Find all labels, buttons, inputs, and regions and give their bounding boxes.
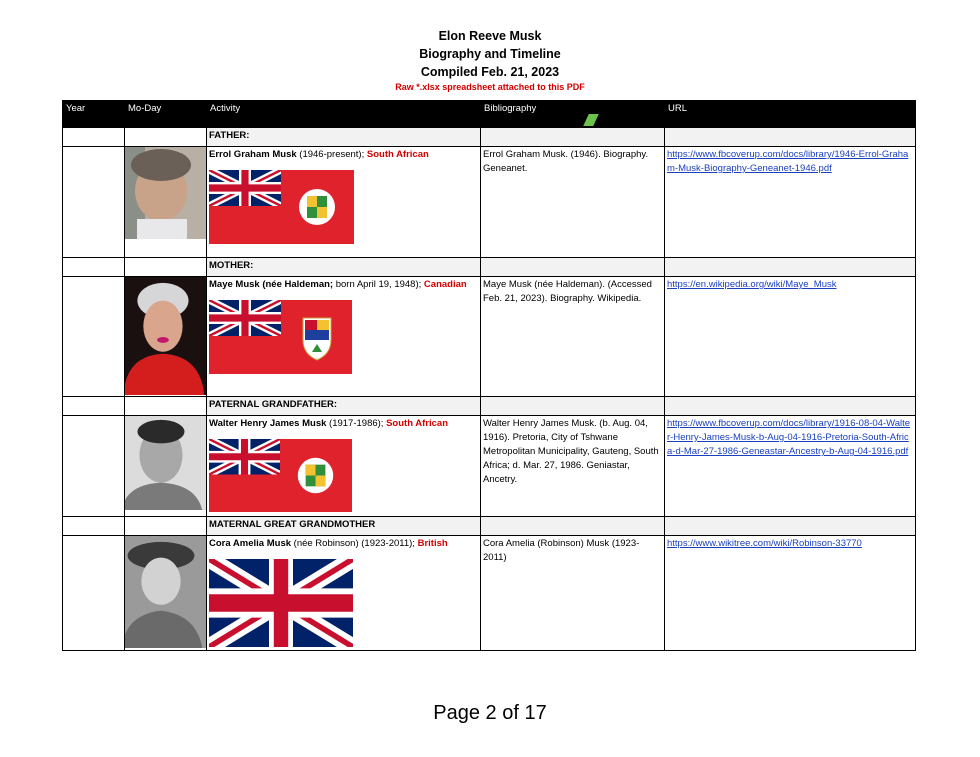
person-name: Maye Musk (née Haldeman;	[209, 279, 334, 290]
portrait-photo	[125, 277, 207, 395]
union-jack-icon	[209, 559, 353, 647]
source-link[interactable]: https://www.wikitree.com/wiki/Robinson-33770	[667, 538, 862, 549]
nationality: South African	[386, 418, 449, 429]
section-label: MOTHER:	[207, 258, 481, 277]
document-title: Elon Reeve Musk	[438, 29, 542, 43]
source-link[interactable]: https://www.fbcoverup.com/docs/library/1946-Errol-Graham-Musk-Biography-Geneanet-1946.pdf	[667, 149, 909, 174]
person-name: Cora Amelia Musk	[209, 538, 292, 549]
section-label: FATHER:	[207, 128, 481, 147]
section-label: MATERNAL GREAT GRANDMOTHER	[207, 517, 481, 536]
section-row	[63, 517, 916, 536]
source-link[interactable]: https://www.fbcoverup.com/docs/library/1916-08-04-Walter-Henry-James-Musk-b-Aug-04-1916-Pretoria-South-Africa-d-Mar-27-1986-Geneastar-Ancestry-b-Aug-04-1916.pdf	[667, 418, 911, 457]
table-row	[63, 277, 916, 397]
section-row	[63, 128, 916, 147]
nationality: Canadian	[423, 279, 467, 290]
section-label: PATERNAL GRANDFATHER:	[207, 397, 481, 416]
document-subtitle: Biography and Timeline	[419, 47, 561, 61]
bibliography-cell: Errol Graham Musk. (1946). Biography. Geneanet.	[481, 147, 665, 258]
col-header-bibliography: Bibliography	[481, 101, 665, 128]
table-row	[63, 147, 916, 258]
bibliography-cell: Walter Henry James Musk. (b. Aug. 04, 1916). Pretoria, City of Tshwane Metropolitan Municipality, Gauteng, South Africa; d. Mar. 27, 1986. Geniastar, Ancetry.	[481, 416, 665, 517]
person-detail: born April 19, 1948);	[333, 279, 424, 290]
person-detail: (1946-present);	[296, 149, 367, 160]
portrait-photo	[125, 147, 207, 239]
bibliography-cell: Cora Amelia (Robinson) Musk (1923-2011)	[481, 536, 665, 651]
canada-red-ensign-icon	[209, 300, 352, 374]
south-africa-red-ensign-icon	[209, 170, 354, 244]
person-detail: (née Robinson) (1923-2011);	[291, 538, 418, 549]
col-header-mo-day: Mo-Day	[125, 101, 207, 128]
nationality: South African	[366, 149, 429, 160]
col-header-url: URL	[665, 101, 916, 128]
bibliography-cell: Maye Musk (née Haldeman). (Accessed Feb. 21, 2023). Biography. Wikipedia.	[481, 277, 665, 397]
page-number: Page 2 of 17	[433, 702, 547, 724]
person-detail: (1917-1986);	[326, 418, 387, 429]
south-africa-red-ensign-icon	[209, 439, 352, 512]
portrait-photo	[125, 416, 207, 510]
table-row	[63, 536, 916, 651]
table-row	[63, 416, 916, 517]
source-link[interactable]: https://en.wikipedia.org/wiki/Maye_Musk	[667, 279, 837, 290]
compiled-date: Compiled Feb. 21, 2023	[420, 65, 560, 79]
col-header-activity: Activity	[207, 101, 481, 128]
section-row	[63, 397, 916, 416]
col-header-year: Year	[63, 101, 125, 128]
nationality: British	[417, 538, 448, 549]
person-name: Walter Henry James Musk	[209, 418, 327, 429]
portrait-photo	[125, 536, 207, 648]
table-header-row	[63, 101, 916, 128]
section-row	[63, 258, 916, 277]
timeline-table	[62, 100, 916, 651]
attachment-note: Raw *.xlsx spreadsheet attached to this PDF	[395, 82, 585, 92]
person-name: Errol Graham Musk	[209, 149, 297, 160]
